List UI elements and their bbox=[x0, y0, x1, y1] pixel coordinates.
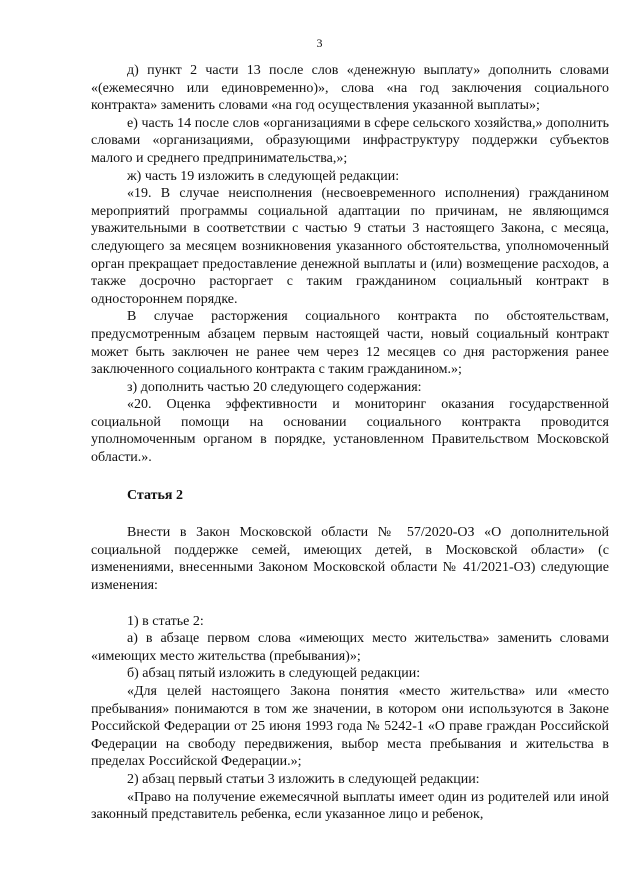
paragraph: 1) в статье 2: bbox=[127, 613, 204, 629]
paragraph: д) пункт 2 части 13 после слов «денежную выплату» дополнить словами «(ежемесячно или единовременно)», слова «на год заключения социального контракта» заменить словами «на год осуществления указанной выплаты»; bbox=[91, 63, 609, 114]
spacer bbox=[91, 504, 609, 524]
spacer bbox=[91, 467, 609, 487]
paragraph: «19. В случае неисполнения (несвоевременного исполнения) гражданином мероприятий программы социальной адаптации по причинам, не являющимся уважительными в соответствии с частью 9 статьи 3 настоящего Закона, с месяца, следующего за месяцем возникновения указанного обстоятельства, уполномоченный орган прекращает предоставление денежной выплаты и (или) возмещение расходов, а также досрочно расторгает с таким гражданином социальный контракт в одностороннем порядке. bbox=[91, 186, 609, 307]
document-body bbox=[91, 62, 609, 824]
spacer bbox=[91, 595, 609, 613]
article-title: Статья 2 bbox=[127, 487, 183, 503]
paragraph: а) в абзаце первом слова «имеющих место жительства» заменить словами «имеющих место жительства (пребывания)»; bbox=[91, 631, 609, 664]
paragraph: з) дополнить частью 20 следующего содержания: bbox=[127, 379, 422, 395]
paragraph: е) часть 14 после слов «организациями в сфере сельского хозяйства,» дополнить словами «организациями, образующими инфраструктуру поддержки субъектов малого и среднего предпринимательства,»; bbox=[91, 115, 609, 166]
paragraph: «Право на получение ежемесячной выплаты имеет один из родителей или иной законный представитель ребенка, если указанное лицо и ребенок, bbox=[91, 789, 609, 823]
intro-paragraph: Внести в Закон Московской области № 57/2020-ОЗ «О дополнительной социальной поддержке семей, имеющих детей, в Московской области» (с изменениями, внесенными Законом Московской области № 41/2021-ОЗ) следующие изменения: bbox=[91, 525, 609, 594]
paragraph: б) абзац пятый изложить в следующей редакции: bbox=[127, 666, 421, 682]
paragraph: В случае расторжения социального контракта по обстоятельствам, предусмотренным абзацем первым настоящей части, новый социальный контракт может быть заключен не ранее чем через 12 месяцев со дня расторжения ранее заключенного социального контракта с таким гражданином.»; bbox=[91, 309, 609, 378]
paragraph: «Для целей настоящего Закона понятия «место жительства» или «место пребывания» понимаются в том же значении, в котором они используются в Законе Российской Федерации от 25 июня 1993 года № 5242-1 «О праве граждан Российской Федерации на свободу передвижения, выбор места пребывания и жительства в пределах Российской Федерации.»; bbox=[91, 684, 609, 770]
paragraph: ж) часть 19 изложить в следующей редакции: bbox=[127, 168, 400, 184]
paragraph: 2) абзац первый статьи 3 изложить в следующей редакции: bbox=[127, 771, 480, 787]
page-number: 3 bbox=[316, 36, 323, 50]
paragraph: «20. Оценка эффективности и мониторинг оказания государственной социальной помощи на основании социального контракта проводится уполномоченным органом в порядке, установленном Правительством Московской области.». bbox=[91, 397, 609, 466]
